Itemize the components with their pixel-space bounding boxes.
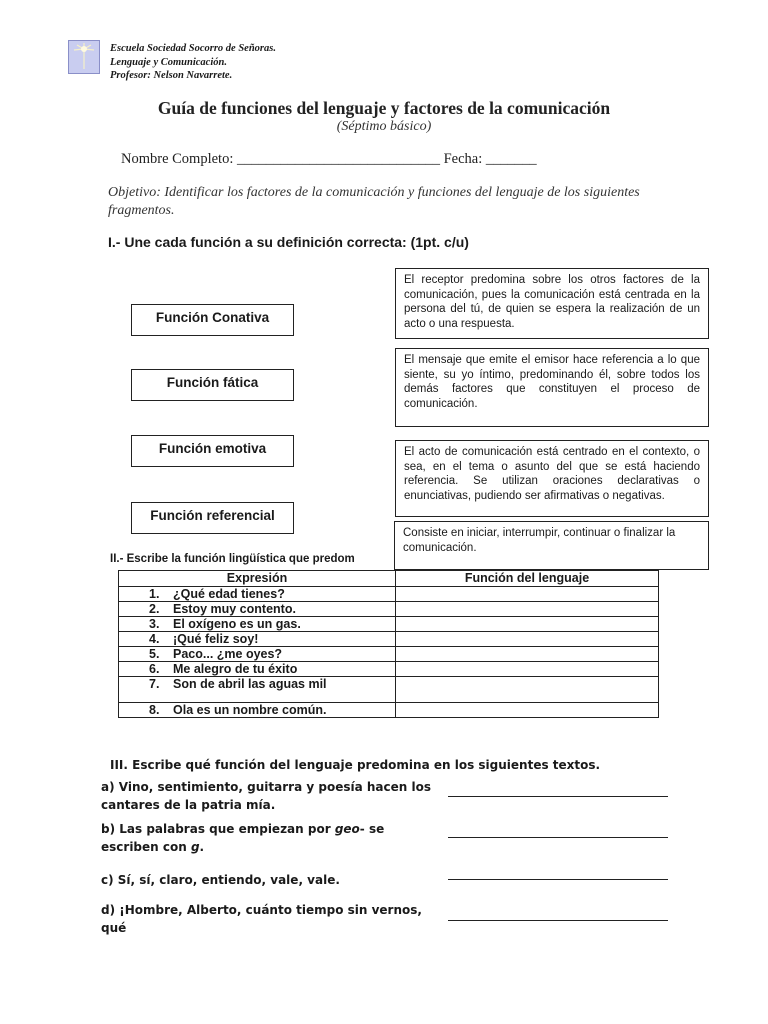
- row-expression: Ola es un nombre común.: [173, 703, 327, 717]
- answer-cell[interactable]: [396, 617, 659, 632]
- expressions-table: [118, 570, 659, 718]
- school-info: [110, 42, 276, 83]
- row-expression: Paco... ¿me oyes?: [173, 647, 283, 661]
- answer-line-d[interactable]: [448, 920, 668, 921]
- row-number: 6.: [149, 662, 160, 676]
- answer-line-b[interactable]: [448, 837, 668, 838]
- row-expression: Me alegro de tu éxito: [173, 662, 298, 676]
- function-box-fatica[interactable]: Función fática: [131, 369, 294, 401]
- teacher-name: Profesor: Nelson Navarrete.: [110, 70, 233, 81]
- function-box-emotiva[interactable]: Función emotiva: [131, 435, 294, 467]
- table-row: [119, 703, 659, 718]
- answer-cell[interactable]: [396, 602, 659, 617]
- row-expression: Son de abril las aguas mil: [173, 677, 327, 691]
- table-row: [119, 677, 659, 703]
- school-crest-icon: [68, 40, 100, 74]
- definition-box-4[interactable]: Consiste en iniciar, interrumpir, continuar o finalizar la comunicación.: [394, 521, 709, 570]
- table-row: [119, 587, 659, 602]
- answer-cell[interactable]: [396, 587, 659, 602]
- page-subtitle: (Séptimo básico): [336, 119, 432, 134]
- section1-heading: I.- Une cada función a su definición correcta: (1pt. c/u): [108, 234, 469, 250]
- column-header-funcion: Función del lenguaje: [396, 571, 659, 587]
- row-number: 1.: [149, 587, 160, 601]
- question-b-italic: g: [190, 840, 200, 854]
- row-expression: ¡Qué feliz soy!: [173, 632, 259, 646]
- question-a: a) Vino, sentimiento, guitarra y poesía hacen los cantares de la patria mía.: [101, 780, 431, 812]
- table-row: [119, 602, 659, 617]
- row-number: 5.: [149, 647, 160, 661]
- answer-cell[interactable]: [396, 677, 659, 703]
- row-number: 8.: [149, 703, 160, 717]
- table-row: [119, 647, 659, 662]
- answer-cell[interactable]: [396, 632, 659, 647]
- name-date-field[interactable]: Nombre Completo: ____________________________ Fecha: _______: [121, 151, 537, 167]
- school-name: Escuela Sociedad Socorro de Señoras.: [110, 43, 276, 54]
- answer-cell[interactable]: [396, 647, 659, 662]
- objective-text: Objetivo: Identificar los factores de la comunicación y funciones del lenguaje de los siguientes fragmentos.: [108, 185, 640, 218]
- column-header-expresion: Expresión: [119, 571, 396, 587]
- row-number: 3.: [149, 617, 160, 631]
- answer-cell[interactable]: [396, 703, 659, 718]
- table-row: [119, 662, 659, 677]
- row-expression: ¿Qué edad tienes?: [173, 587, 285, 601]
- question-b-italic: geo: [334, 822, 360, 836]
- answer-line-c[interactable]: [448, 879, 668, 880]
- definition-box-2[interactable]: El mensaje que emite el emisor hace referencia a lo que siente, su yo íntimo, predominando él, sobre todos los demás factores que constituyen el proceso de comunicación.: [395, 348, 709, 427]
- question-b: [101, 820, 431, 856]
- question-b-part: .: [199, 840, 205, 854]
- page-title: Guía de funciones del lenguaje y factores de la comunicación: [157, 98, 611, 118]
- section3-heading: III. Escribe qué función del lenguaje predomina en los siguientes textos.: [110, 758, 601, 772]
- table-header-row: [119, 571, 659, 587]
- question-b-part: - se escriben con: [101, 822, 385, 854]
- answer-cell[interactable]: [396, 662, 659, 677]
- row-expression: Estoy muy contento.: [173, 602, 296, 616]
- question-d: d) ¡Hombre, Alberto, cuánto tiempo sin vernos, qué: [101, 903, 422, 935]
- question-b-part: b) Las palabras que empiezan por: [101, 822, 335, 836]
- row-expression: El oxígeno es un gas.: [173, 617, 301, 631]
- definition-box-1[interactable]: El receptor predomina sobre los otros factores de la comunicación, pues la comunicación está centrada en la persona del tú, de quien se espera la realización de un acto o una respuesta.: [395, 268, 709, 339]
- table-row: [119, 617, 659, 632]
- row-number: 2.: [149, 602, 160, 616]
- table-row: [119, 632, 659, 647]
- row-number: 7.: [149, 677, 160, 691]
- definition-box-3[interactable]: El acto de comunicación está centrado en el contexto, o sea, en el tema o asunto del que se está haciendo referencia. Se utilizan oraciones declarativas o enunciativas, pudiendo ser afirmativas o negativas.: [395, 440, 709, 517]
- answer-line-a[interactable]: [448, 796, 668, 797]
- function-box-conativa[interactable]: Función Conativa: [131, 304, 294, 336]
- subject-name: Lenguaje y Comunicación.: [110, 56, 227, 68]
- function-box-referencial[interactable]: Función referencial: [131, 502, 294, 534]
- question-c: c) Sí, sí, claro, entiendo, vale, vale.: [101, 873, 340, 887]
- row-number: 4.: [149, 632, 160, 646]
- section2-heading: II.- Escribe la función lingüística que predom: [110, 553, 355, 565]
